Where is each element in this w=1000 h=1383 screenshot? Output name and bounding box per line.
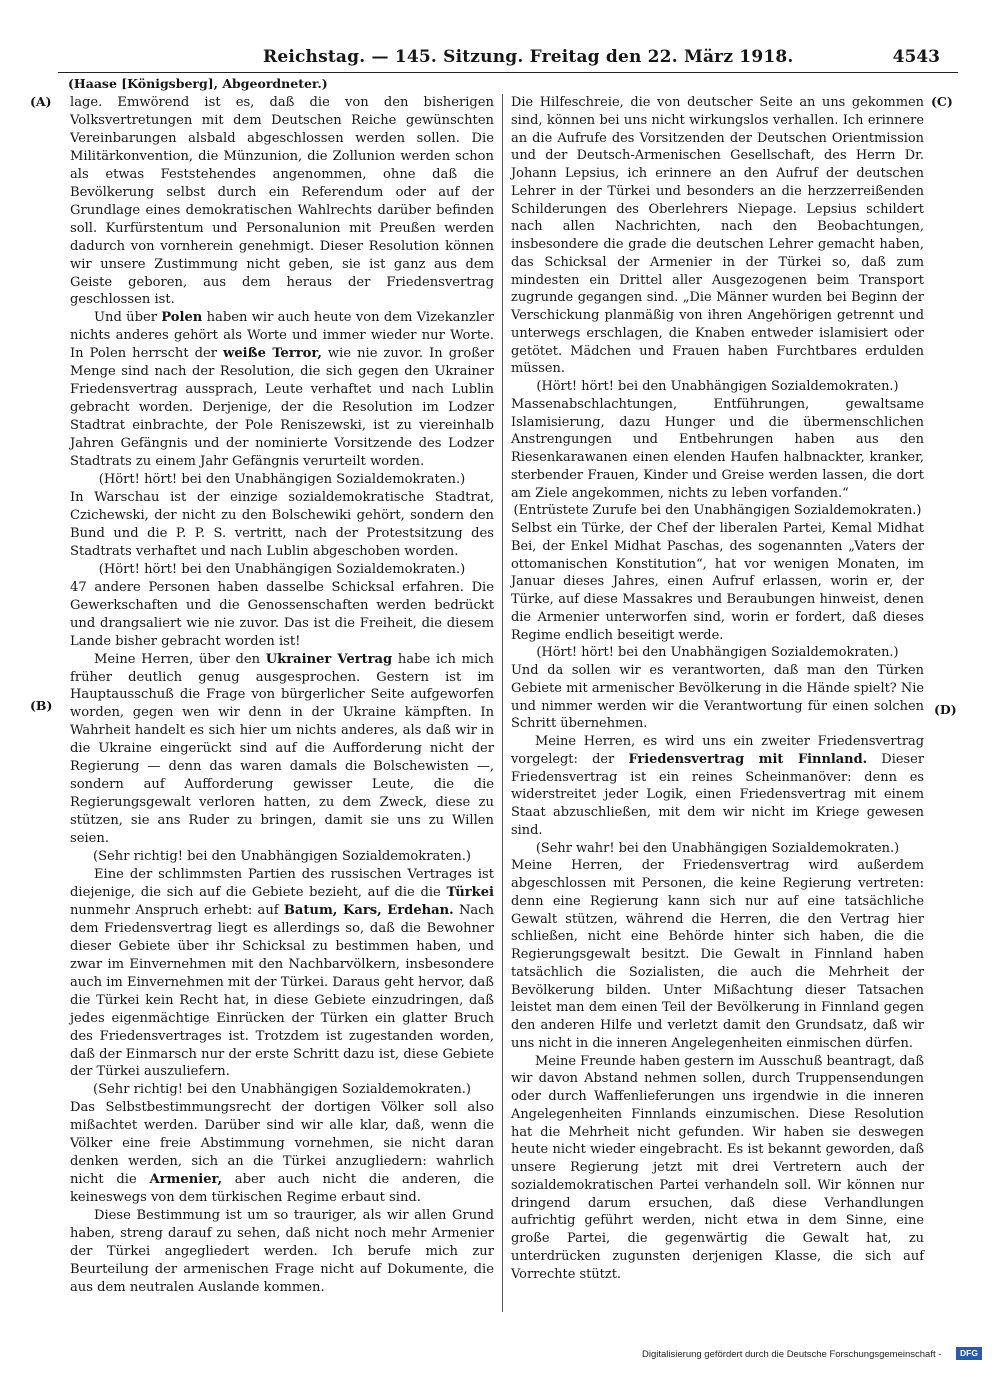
interjection: (Hört! hört! bei den Unabhängigen Sozialdemokraten.) [536,379,899,394]
interjection: (Sehr richtig! bei den Unabhängigen Sozialdemokraten.) [92,1082,472,1098]
paragraph: Massenabschlachtungen, Entführungen, gewaltsame Islamisierung, dazu Hunger und die übermenschlichen Anstrengungen und Entbehrungen haben aus den Riesenkarawanen einen elenden Haufen halbnackter, kranker, sterbender Frauen, Kinder und Greise werden lassen, die dort am Ziele angekommen, nichts zu leben vorfanden.“ [511,396,924,501]
emphasis: Friedensvertrag mit Finnland. [628,751,868,767]
column-divider [502,94,503,1312]
emphasis: Armenier, [149,1172,223,1188]
margin-marker-c: (C) [931,94,953,109]
emphasis: Batum, Kars, Erdehan. [283,902,454,918]
digitization-credit: Digitalisierung gefördert durch die Deutsche Forschungsgemeinschaft - [642,1349,942,1360]
paragraph: In Warschau ist der einzige sozialdemokratische Stadtrat, Czichewski, der nicht zu den Bolschewiki gehört, sondern den Bund und die P. P. S. vertritt, nach der Protestsitzung des Stadtrats verhaftet und nach Lublin abgeschoben worden. [70,489,494,559]
emphasis: Türkei [446,884,494,900]
emphasis: weiße Terror, [223,346,322,362]
interjection: (Hört! hört! bei den Unabhängigen Sozialdemokraten.) [536,645,899,661]
interjection: (Sehr wahr! bei den Unabhängigen Sozialdemokraten.) [535,840,900,856]
paragraph: Eine der schlimmsten Partien des russischen Vertrages ist diejenige, die sich auf die Gebiete bezieht, auf die die Türkei nunmehr Anspruch erhebt: auf Batum, Kars, Erdehan. Nach dem Friedensvertrag liegt es allerdings so, daß die Bewohner dieser Gebiete über ihr Schicksal zu bestimmen haben, und zwar im Einvernehmen mit den Nachbarvölkern, insbesondere auch im Einvernehmen mit der Türkei. Daraus geht hervor, daß die Türkei kein Recht hat, in diese Gebiete einzudringen, daß jedes eigenmächtige Einrücken der Türken ein glatter Bruch des Friedensvertrages ist. Trotzdem ist zugestanden worden, daß der Einmarsch nur der erste Schritt dazu ist, diese Gebiete der Türkei auszuliefern. [70,866,494,1080]
running-title: Reichstag. — 145. Sitzung. Freitag den 22. März 1918. [263,47,794,67]
paragraph: Das Selbstbestimmungsrecht der dortigen Völker soll also mißachtet werden. Darüber sind wir alle klar, daß, wenn die Völker eine freie Abstimmung vornehmen, sie nicht daran denken werden, sich an die Türkei anzugliedern: wahrlich nicht die Armenier, aber auch nicht die anderen, die keineswegs von dem türkischen Regime erbaut sind. [70,1100,494,1206]
interjection: (Sehr richtig! bei den Unabhängigen Sozialdemokraten.) [92,849,472,865]
paragraph: Und da sollen wir es verantworten, daß man den Türken Gebiete mit armenischer Bevölkerung in die Hände spielt? Nie und nimmer werden wir die Verantwortung für einen solchen Schritt übernehmen. [511,663,924,732]
paragraph: 47 andere Personen haben dasselbe Schicksal erfahren. Die Gewerkschaften und die Genossenschaften werden bedrückt und drangsaliert wie nie zuvor. Das ist die Freiheit, die diesem Lande bisher gebracht worden ist! [70,579,494,649]
emphasis: Ukrainer Vertrag [265,651,393,667]
paragraph: Meine Freunde haben gestern im Ausschuß beantragt, daß wir davon Abstand nehmen sollen, durch Truppensendungen oder durch Waffenlieferungen uns irgendwie in die inneren Angelegenheiten Finnlands einzumischen. Diese Resolution hat die Mehrheit nicht gefunden. Wir haben sie deswegen heute nicht wieder eingebracht. Es ist bekannt geworden, daß unsere Regierung jetzt mit drei Vertretern auch der sozialdemokratischen Partei verhandeln soll. Wir können nur dringend darum ersuchen, daß diese Verhandlungen aufrichtig geführt werden, nicht etwa in dem Sinne, eine große Partei, die gegenwärtig die Gewalt hat, zu unterdrücken zugunsten derjenigen Klasse, die sich auf Vorrechte stützt. [511,1053,924,1282]
paragraph: Meine Herren, es wird uns ein zweiter Friedensvertrag vorgelegt: der Friedensvertrag mit Finnland. Dieser Friedensvertrag ist ein reines Scheinmanöver: denn es widerstreitet jeder Logik, einen Friedensvertrag mit einem Staat abzuschließen, mit dem wir nicht im Kriege gewesen sind. [511,734,925,838]
interjection: (Entrüstete Zurufe bei den Unabhängigen Sozialdemokraten.) [513,503,922,519]
margin-marker-a: (A) [30,94,52,109]
left-column [70,94,494,1297]
paragraph: Meine Herren, der Friedensvertrag wird außerdem abgeschlossen mit Personen, die keine Regierung vertreten: denn eine Regierung kann sich nur auf eine tatsächliche Gewalt stützen, während die Herren, die den Vertrag hier schließen, nicht eine Behörde hinter sich haben, die die Regierungsgewalt besitzt. Die Gewalt in Finnland haben tatsächlich die Sozialisten, die auch die Mehrheit der Bevölkerung bilden. Unter Mißachtung dieser Tatsachen leistet man dem einen Teil der Bevölkerung in Finnland gegen den anderen Hilfe und verletzt damit den Grundsatz, daß wir uns nicht in die inneren Angelegenheiten einmischen dürfen. [511,858,924,1051]
interjection: (Hört! hört! bei den Unabhängigen Sozialdemokraten.) [98,472,466,488]
page-header [58,46,958,73]
paragraph: Meine Herren, über den Ukrainer Vertrag habe ich mich früher deutlich genug ausgesprochen. Gestern ist im Hauptausschuß die Frage von bürgerlicher Seite aufgeworfen worden, gegen wen wir denn in der Ukraine kämpften. In Wahrheit handelt es sich hier um nichts anderes, als daß wir in die Ukraine eingerückt sind auf die Aufforderung nicht der Regierung — denn das waren damals die Bolschewisten —, sondern auf Aufforderung gewisser Leute, die die Regierungsgewalt verloren hatten, zu dem Zweck, diese zu stützen, sie ans Ruder zu bringen, damit sie uns zu Willen seien. [70,651,494,847]
paragraph: lage. Emwörend ist es, daß die von den bisherigen Volksvertretungen mit dem Deutschen Reiche gewünschten Vereinbarungen alsbald abgeschlossen werden sollen. Die Militärkonvention, die Münzunion, die Zollunion werden schon als etwas Feststehendes angenommen, ohne daß die Bevölkerung selbst durch ein Referendum oder auf der Grundlage eines demokratischen Wahlrechts darüber befinden soll. Kurfürstentum und Personalunion mit Preußen werden dadurch von vornherein genehmigt. Dieser Resolution können wir unsere Zustimmung nicht geben, sie ist ganz aus dem Geiste geboren, aus dem heraus der Friedensvertrag geschlossen ist. [70,95,494,308]
speaker-line: (Haase [Königsberg], Abgeordneter.) [68,76,328,91]
margin-marker-b: (B) [30,698,53,713]
dfg-logo: DFG [956,1347,982,1360]
paragraph: Und über Polen haben wir auch heute von dem Vizekanzler nichts anderes gehört als Worte und immer wieder nur Worte. In Polen herrscht der weiße Terror, wie nie zuvor. In großer Menge sind nach der Resolution, die sich gegen den Ukrainer Friedensvertrag aussprach, Leute verhaftet und nach Lublin gebracht worden. Derjenige, der die Resolution im Lodzer Stadtrat einbrachte, der Pole Reniszewski, ist zu viereinhalb Jahren Gefängnis und der nominierte Vorsitzende des Lodzer Stadtrats zu einem Jahr Gefängnis verurteilt worden. [70,310,494,470]
paragraph: Diese Bestimmung ist um so trauriger, als wir allen Grund haben, streng darauf zu sehen, daß nicht noch mehr Armenier der Türkei angegliedert werden. Ich berufe mich zur Beurteilung der armenischen Frage nicht auf Dokumente, die aus dem neutralen Auslande kommen. [70,1208,494,1295]
emphasis: Polen [161,310,203,326]
page-number: 4543 [892,47,940,67]
right-column [511,94,924,1283]
margin-marker-d: (D) [934,702,957,717]
paragraph: Selbst ein Türke, der Chef der liberalen Partei, Kemal Midhat Bei, der Enkel Midhat Paschas, des sogenannten „Vaters der ottomanischen Konstitution“, hat vor wenigen Monaten, im Januar dieses Jahres, einen Aufruf erlassen, worin er, der Türke, auf diese Massakres und Beraubungen hinweist, denen die Armenier unterworfen sind, worin er fordert, daß dieses Regime endlich beseitigt werde. [511,521,924,643]
paragraph: Die Hilfeschreie, die von deutscher Seite an uns gekommen sind, können bei uns nicht wirkungslos verhallen. Ich erinnere an die Aufrufe des Vorsitzenden der Deutschen Orientmission und der Deutsch-Armenischen Gesellschaft, des Herrn Dr. Johann Lepsius, ich erinnere an den Aufruf der deutschen Lehrer in der Türkei und besonders an die herzzerreißenden Schilderungen des Oberlehrers Niepage. Lepsius schildert nach allen Nachrichten, nach den Beobachtungen, insbesondere die grade die deutschen Lehrer gemacht haben, das Schicksal der Armenier in der Türkei so, daß zum mindesten ein Drittel aller Ausgezogenen beim Transport zugrunde gegangen sind. „Die Männer wurden bei Beginn der Verschickung planmäßig von ihren Angehörigen getrennt und unterwegs erschlagen, die Knaben entweder islamisiert oder getötet. Mädchen und Frauen haben Furchtbares erdulden müssen. [511,95,924,377]
interjection: (Hört! hört! bei den Unabhängigen Sozialdemokraten.) [98,561,466,577]
